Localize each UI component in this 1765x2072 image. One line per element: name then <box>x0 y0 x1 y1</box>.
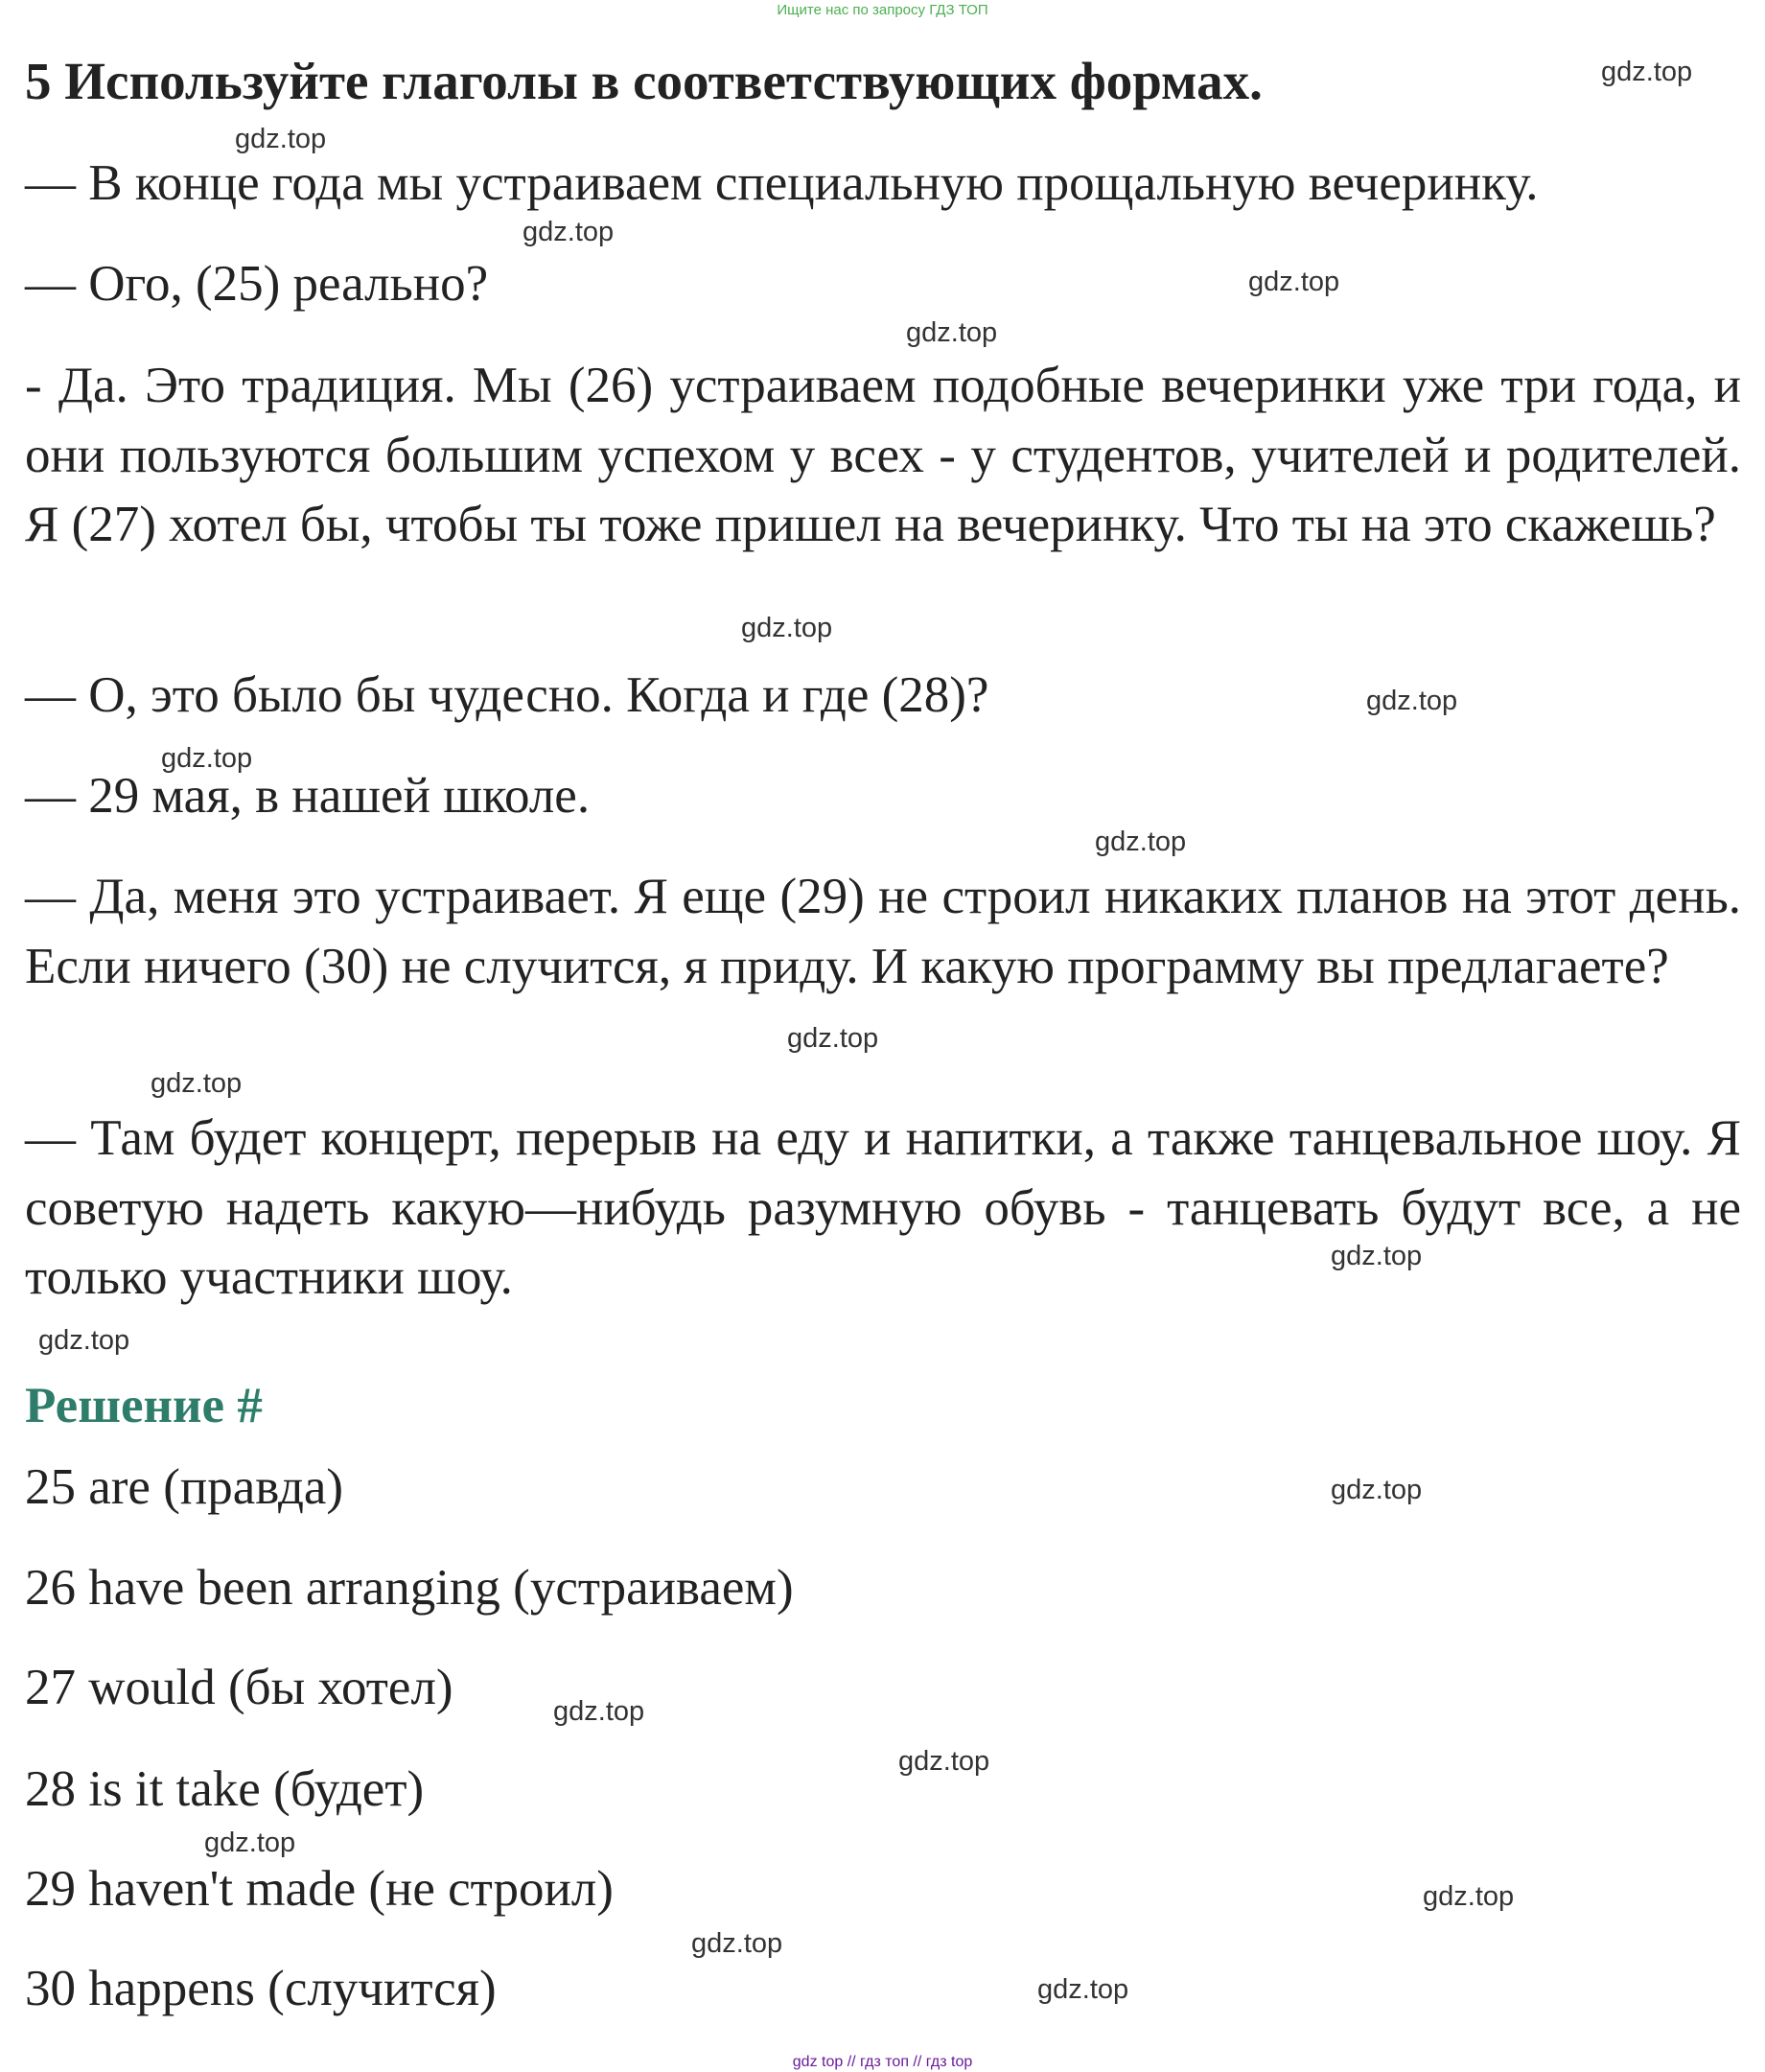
dialogue-line-7: — Там будет концерт, перерыв на еду и напитки, а также танцевальное шоу. Я советую надеть какую—нибудь разумную обувь - танцевать будут все, а не только участники шоу. <box>25 1110 1741 1305</box>
watermark: gdz.top <box>691 1928 783 1959</box>
dialogue-line-6: — Да, меня это устраивает. Я еще (29) не строил никаких планов на этот день. Если ничего (30) не случится, я приду. И какую программу вы предлагаете? <box>25 869 1741 994</box>
watermark: gdz.top <box>38 1325 130 1356</box>
answer-26: 26 have been arranging (устраиваем) <box>25 1560 794 1616</box>
answer-25: 25 are (правда) <box>25 1459 344 1515</box>
watermark: gdz.top <box>151 1068 243 1099</box>
watermark: gdz.top <box>204 1828 296 1858</box>
footer-links: gdz top // гдз топ // гдз top <box>792 2054 973 2070</box>
answer-29: 29 haven't made (не строил) <box>25 1861 614 1917</box>
watermark: gdz.top <box>741 613 833 643</box>
dialogue-line-2: — Ого, (25) реально? <box>25 256 489 312</box>
watermark: gdz.top <box>1037 1974 1129 2005</box>
watermark: gdz.top <box>1331 1475 1423 1505</box>
watermark: gdz.top <box>1423 1881 1515 1912</box>
watermark: gdz.top <box>161 743 253 774</box>
watermark: gdz.top <box>898 1746 990 1777</box>
top-banner: Ищите нас по запросу ГДЗ ТОП <box>777 2 988 18</box>
watermark: gdz.top <box>553 1696 645 1727</box>
answer-30: 30 happens (случится) <box>25 1961 497 2016</box>
answer-27: 27 would (бы хотел) <box>25 1660 453 1715</box>
watermark: gdz.top <box>1366 686 1458 716</box>
watermark: gdz.top <box>523 217 615 247</box>
watermark: gdz.top <box>1331 1241 1423 1271</box>
watermark: gdz.top <box>787 1023 879 1054</box>
solution-title: Решение # <box>25 1378 263 1433</box>
watermark: gdz.top <box>1248 267 1340 297</box>
watermark: gdz.top <box>235 124 327 154</box>
dialogue-line-3: - Да. Это традиция. Мы (26) устраиваем подобные вечеринки уже три года, и они пользуются большим успехом у всех - у студентов, учителей и родителей. Я (27) хотел бы, чтобы ты тоже пришел на вечеринку. Что ты на это скажешь? <box>25 358 1741 552</box>
answer-28: 28 is it take (будет) <box>25 1761 425 1817</box>
watermark: gdz.top <box>1601 57 1693 87</box>
task-title: 5 Используйте глаголы в соответствующих формах. <box>25 52 1263 110</box>
dialogue-line-1: — В конце года мы устраиваем специальную прощальную вечеринку. <box>25 155 1539 211</box>
dialogue-line-4: — О, это было бы чудесно. Когда и где (28)? <box>25 667 989 723</box>
dialogue-line-5: — 29 мая, в нашей школе. <box>25 768 591 824</box>
watermark: gdz.top <box>1095 826 1187 857</box>
watermark: gdz.top <box>906 317 998 348</box>
